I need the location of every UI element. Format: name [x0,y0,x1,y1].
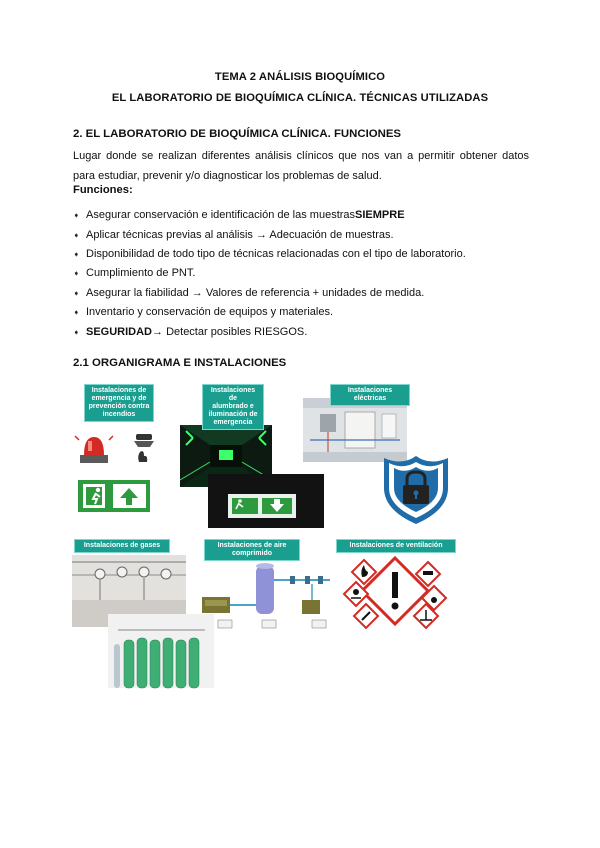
bullet-icon: ➧ [73,327,80,337]
tag-compressed-air: Instalaciones de aire comprimido [204,539,300,561]
bullet-icon: ➧ [73,230,80,240]
functions-title: Funciones: [73,184,133,196]
bullet-icon: ➧ [73,288,80,298]
bullet-icon: ➧ [73,211,80,221]
bullet-icon: ➧ [73,269,80,279]
doc-title-line1: TEMA 2 ANÁLISIS BIOQUÍMICO [214,71,386,83]
toxic-icon [344,582,368,606]
hazard-pictograms [344,558,446,628]
list-item: ➧ Cumplimiento de PNT. [73,267,196,280]
list-item: ➧ Disponibilidad de todo tipo de técnicas relacionadas con el tipo de laboratorio. [73,247,466,260]
bullet-icon: ➧ [73,249,80,259]
intro-line1: Lugar donde se realizan diferentes análisis clínicos que nos van a permitir obtener datos [73,150,529,162]
section-heading-functions: 2. EL LABORATORIO DE BIOQUÍMICA CLÍNICA. FUNCIONES [73,128,402,140]
list-item: ➧ SEGURIDAD → Detectar posibles RIESGOS. [73,325,308,338]
section-heading-organigrama: 2.1 ORGANIGRAMA E INSTALACIONES [73,357,287,369]
bullet-icon: ➧ [73,308,80,318]
tag-gases: Instalaciones de gases [74,539,170,553]
doc-title-line2: EL LABORATORIO DE BIOQUÍMICA CLÍNICA. TÉCNICAS UTILIZADAS [111,92,489,104]
emergency-lighting-panel [180,425,324,528]
list-item: ➧ Asegurar conservación e identificación de las muestras SIEMPRE [73,209,405,222]
tag-emergency: Instalaciones de emergencia y de prevención contra incendios [84,384,154,422]
lock-shield-icon [384,456,448,524]
intro-line2: para estudiar, prevenir y/o diagnosticar los problemas de salud. [73,169,382,182]
exit-sign-icon [78,480,150,512]
compressed-air-diagram [202,563,330,628]
list-item: ➧ Inventario y conservación de equipos y materiales. [73,306,334,319]
tag-lighting: Instalaciones de alumbrado e iluminación de emergencia [202,384,264,430]
tag-ventilation: Instalaciones de ventilación [336,539,456,553]
health-hazard-icon [354,604,378,628]
tag-electrical: Instalaciones eléctricas [330,384,410,406]
list-item: ➧ Aplicar técnicas previas al análisis → Adecuación de muestras. [73,228,394,241]
electrical-panel-photo [303,398,407,462]
list-item: ➧ Asegurar la fiabilidad → Valores de referencia + unidades de medida. [73,286,425,299]
gas-installations-photo [72,555,214,688]
